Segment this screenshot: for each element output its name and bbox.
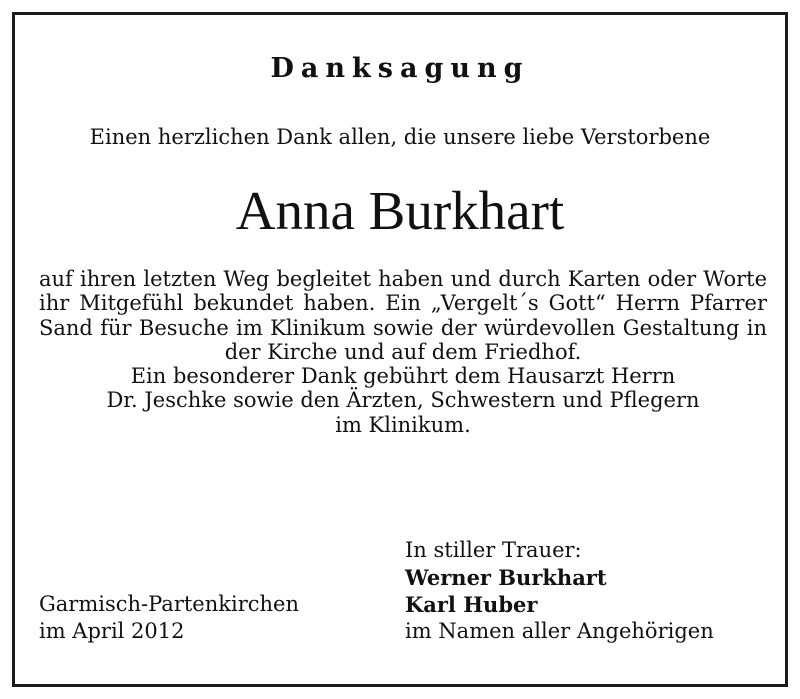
mourning-heading: In stiller Trauer: (405, 538, 582, 562)
mourning-closing: im Namen aller Angehörigen (405, 619, 714, 643)
notice-title: Danksagung (270, 53, 530, 84)
mourners-block (405, 537, 714, 645)
mourner-name: Karl Huber (405, 592, 538, 617)
thanks-paragraph: auf ihren letzten Weg begleitet haben und durch Karten oder Worte ihr Mitgefühl bekundet haben. Ein „Vergelt´s Gott“ Herrn Pfarrer Sand für Besuche im Klinikum sowie der würdevollen Gestaltung in der Kirche und auf dem Friedhof. (39, 267, 767, 364)
message-body (39, 267, 767, 437)
special-thanks-paragraph (39, 364, 767, 437)
place-date-block (39, 591, 299, 645)
special-thanks-line: im Klinikum. (335, 412, 471, 437)
special-thanks-line: Ein besonderer Dank gebührt dem Hausarzt Herrn (130, 364, 676, 389)
special-thanks-line: Dr. Jeschke sowie den Ärzten, Schwestern und Pflegern (106, 388, 700, 413)
mourner-name: Werner Burkhart (405, 565, 607, 590)
obituary-notice (12, 12, 788, 687)
deceased-name: Anna Burkhart (235, 180, 565, 241)
intro-text: Einen herzlichen Dank allen, die unsere liebe Verstorbene (89, 125, 711, 149)
location-text: Garmisch-Partenkirchen (39, 592, 299, 616)
date-text: im April 2012 (39, 619, 185, 643)
